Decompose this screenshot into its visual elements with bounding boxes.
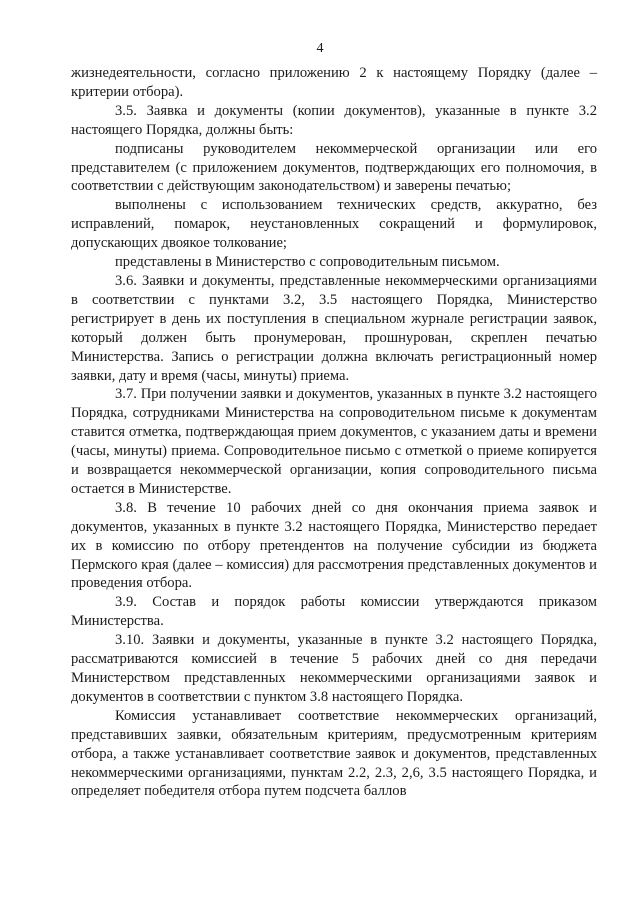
paragraph-signed: подписаны руководителем некоммерческой организации или его представителем (с приложением документов, подтверждающих его полномочия, в соответствии с действующим законодательством) и заверены печатью; xyxy=(71,140,597,195)
page-number: 4 xyxy=(316,41,324,56)
paragraph-executed: выполнены с использованием технических средств, аккуратно, без исправлений, помарок, неустановленных сокращений и формулировок, допускающих двоякое толкование; xyxy=(71,197,597,252)
paragraph-3-5: 3.5. Заявка и документы (копии документов), указанные в пункте 3.2 настоящего Порядка, должны быть: xyxy=(71,102,597,138)
paragraph-commission: Комиссия устанавливает соответствие некоммерческих организаций, представивших заявки, обязательным критериям, предусмотренным критериям отбора, а также устанавливает соответствие заявок и документов, представленных некоммерческими организациями, пунктам 2.2, 2.3, 2,6, 3.5 настоящего Порядка, и определяет победителя отбора путем подсчета баллов xyxy=(71,707,597,800)
paragraph-continuation: жизнедеятельности, согласно приложению 2 к настоящему Порядку (далее – критерии отбора). xyxy=(71,65,597,100)
paragraph-submitted: представлены в Министерство с сопроводительным письмом. xyxy=(115,254,500,271)
document-body xyxy=(71,64,597,801)
paragraph-3-7: 3.7. При получении заявки и документов, указанных в пункте 3.2 настоящего Порядка, сотрудниками Министерства на сопроводительном письме к документам ставится отметка, подтверждающая прием документов, с указанием даты и времени (часы, минуты) приема. Сопроводительное письмо с отметкой о приеме копируется и возвращается некоммерческой организации, копия сопроводительного письма остается в Министерстве. xyxy=(71,386,597,497)
paragraph-3-6: 3.6. Заявки и документы, представленные некоммерческими организациями в соответствии с пунктами 3.2, 3.5 настоящего Порядка, Министерство регистрирует в день их поступления в специальном журнале регистрации заявок, который должен быть пронумерован, прошнурован, скреплен печатью Министерства. Запись о регистрации должна включать регистрационный номер заявки, дату и время (часы, минуты) приема. xyxy=(71,272,597,384)
paragraph-3-8: 3.8. В течение 10 рабочих дней со дня окончания приема заявок и документов, указанных в пункте 3.2 настоящего Порядка, Министерство передает их в комиссию по отбору претендентов на получение субсидии из бюджета Пермского края (далее – комиссия) для рассмотрения представленных документов и проведения отбора. xyxy=(71,499,597,592)
paragraph-3-10: 3.10. Заявки и документы, указанные в пункте 3.2 настоящего Порядка, рассматриваются комиссией в течение 5 рабочих дней со дня передачи Министерством представленных некоммерческими организациями заявок и документов в соответствии с пунктом 3.8 настоящего Порядка. xyxy=(71,632,597,705)
paragraph-3-9: 3.9. Состав и порядок работы комиссии утверждаются приказом Министерства. xyxy=(71,594,597,630)
